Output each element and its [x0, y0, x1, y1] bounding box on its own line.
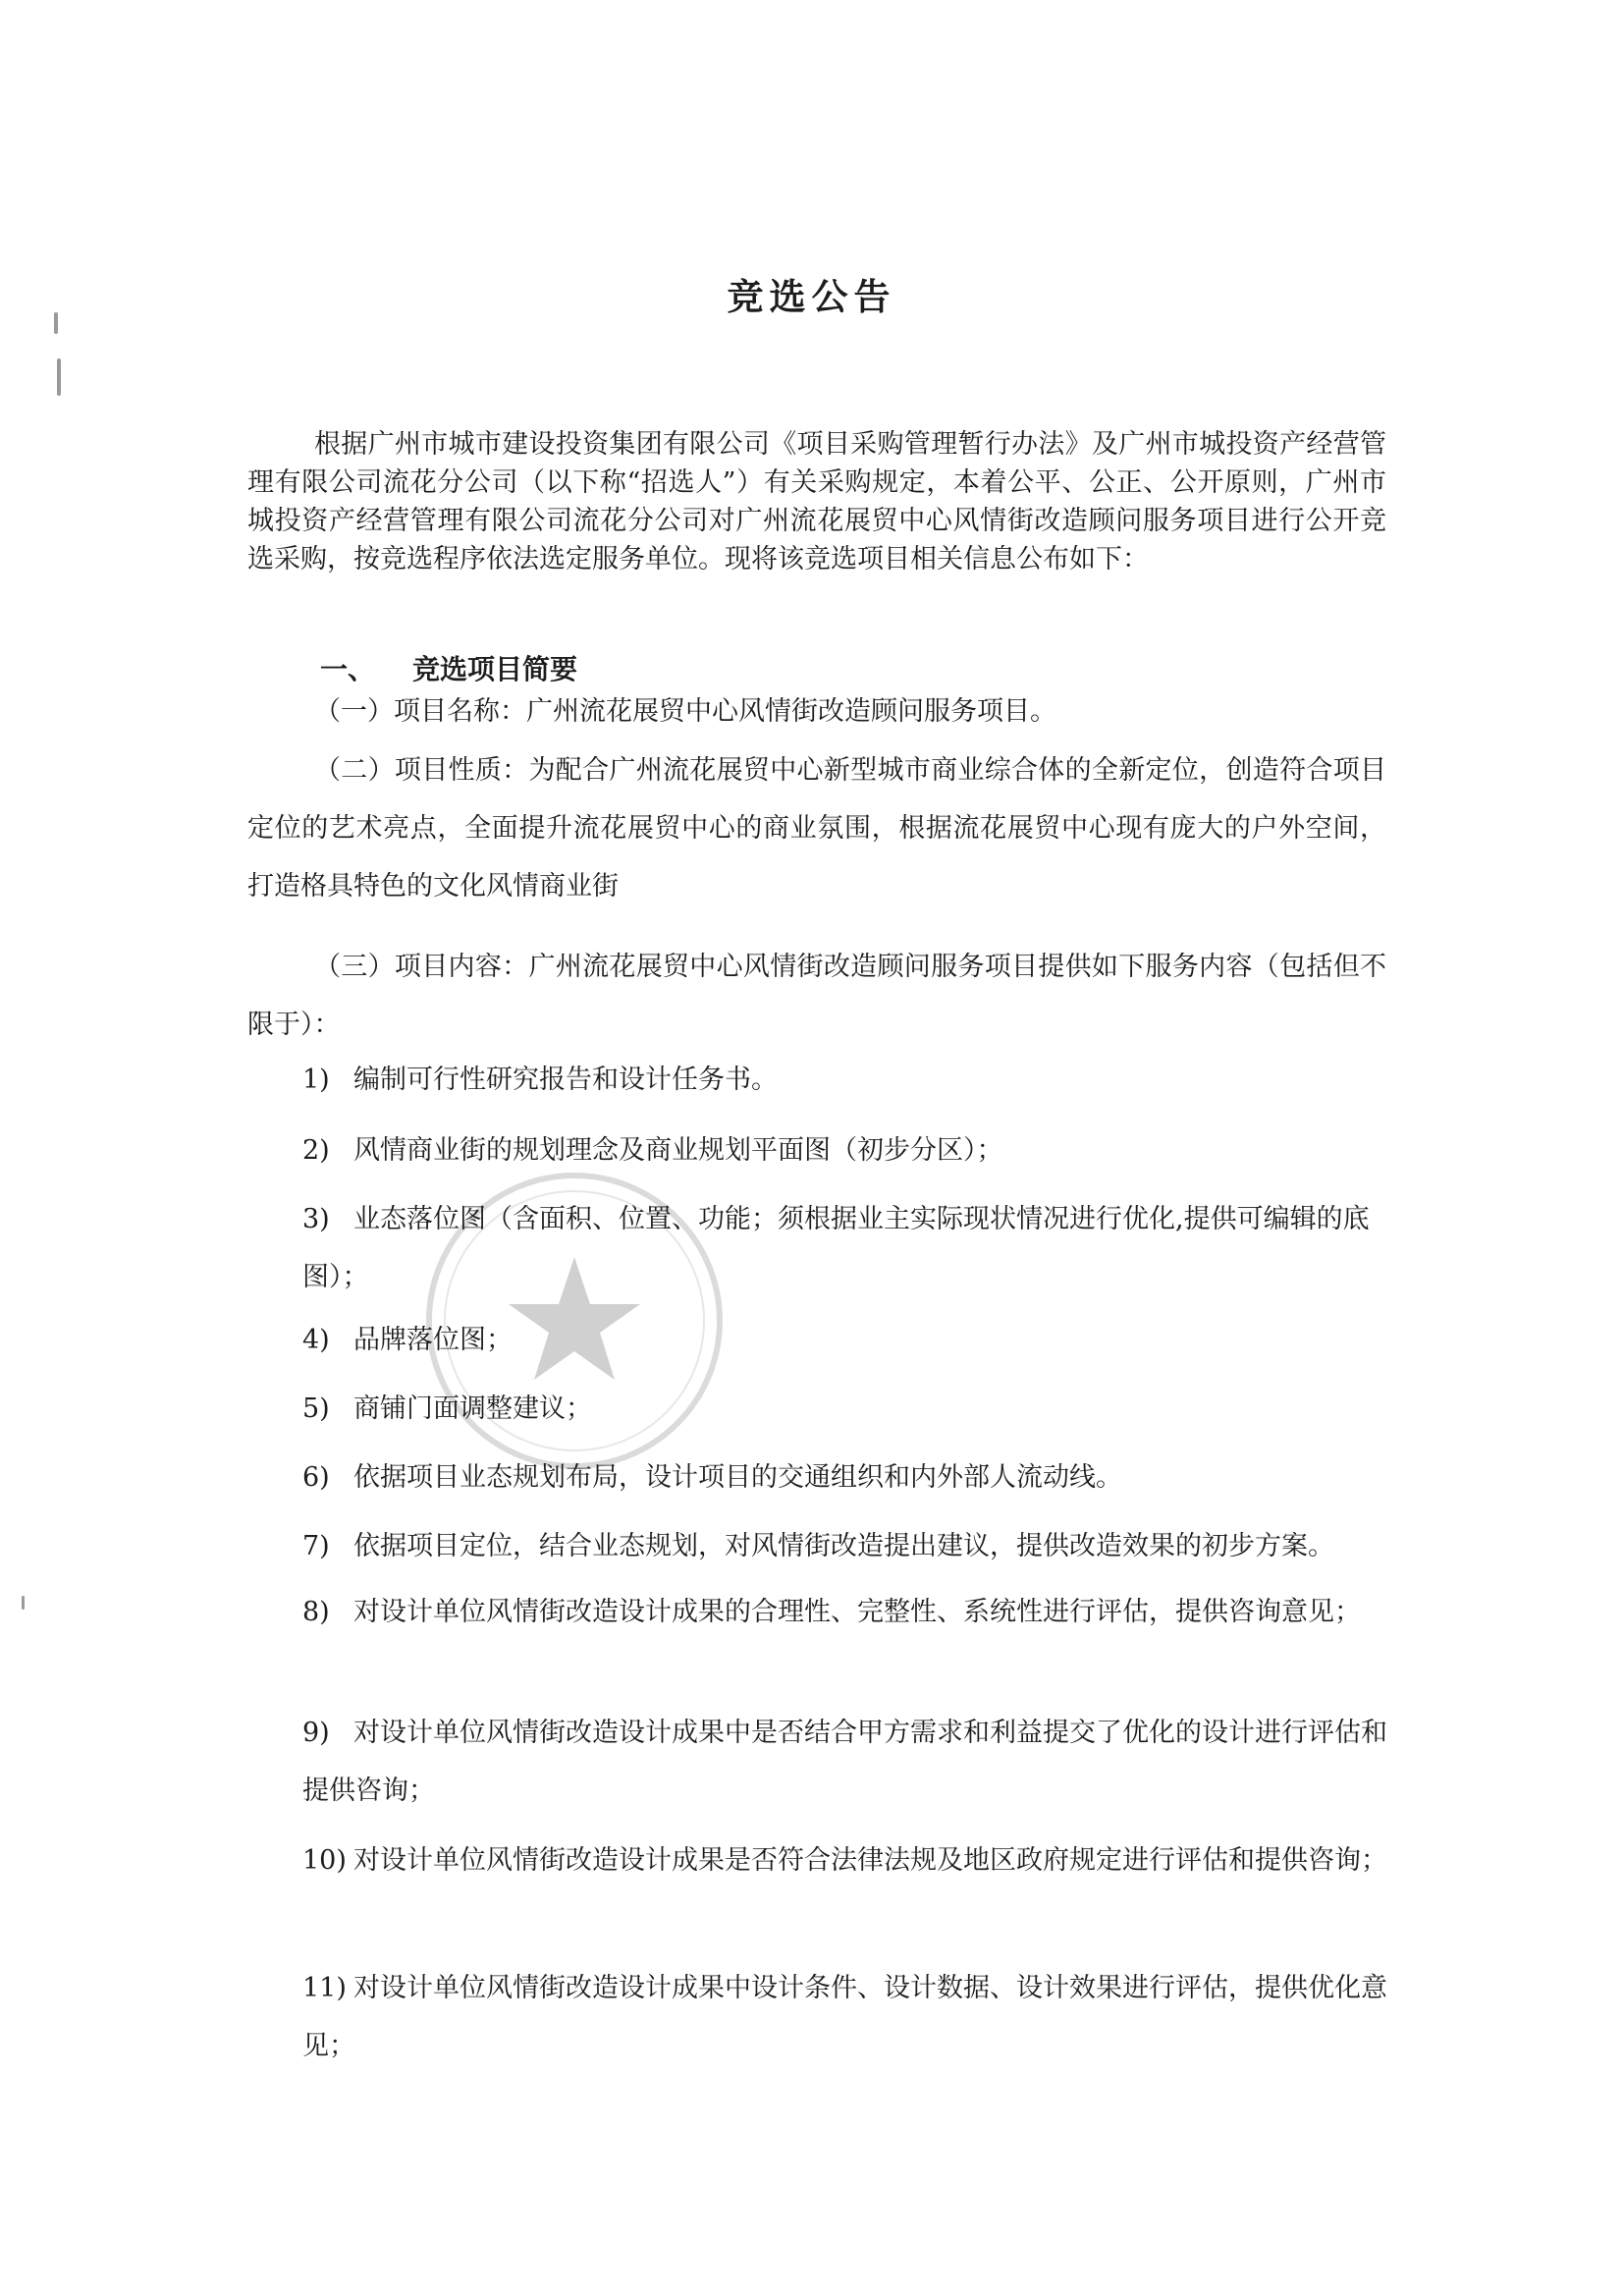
project-name-paragraph: （一）项目名称：广州流花展贸中心风情街改造顾问服务项目。	[314, 696, 1056, 727]
section-number: 一、	[320, 653, 376, 685]
scan-mark	[22, 1596, 25, 1610]
list-item-text: 商铺门面调整建议；	[353, 1394, 592, 1424]
list-item	[302, 1380, 1392, 1438]
list-item-text: 品牌落位图；	[353, 1325, 513, 1355]
list-item	[302, 1190, 1422, 1306]
list-item-text: 依据项目业态规划布局，设计项目的交通组织和内外部人流动线。	[353, 1462, 1122, 1493]
intro-paragraph: 根据广州市城市建设投资集团有限公司《项目采购管理暂行办法》及广州市城投资产经营管理有限公司流花分公司（以下称“招选人”）有关采购规定，本着公平、公正、公开原则，广州市城投资产经营管理有限公司流花分公司对广州流花展贸中心风情街改造顾问服务项目进行公开竞选采购，按竞选程序依法选定服务单位。现将该竞选项目相关信息公布如下：	[247, 429, 1386, 574]
list-item	[302, 1704, 1392, 1820]
section-heading	[320, 648, 577, 687]
list-item-text: 编制可行性研究报告和设计任务书。	[353, 1065, 778, 1095]
list-item	[302, 1517, 1412, 1575]
list-item-text: 对设计单位风情街改造设计成果是否符合法律法规及地区政府规定进行评估和提供咨询；	[353, 1845, 1387, 1876]
list-item-text: 对设计单位风情街改造设计成果的合理性、完整性、系统性进行评估，提供咨询意见；	[353, 1597, 1361, 1627]
document-title: 竞选公告	[727, 276, 896, 318]
list-item-text: 对设计单位风情街改造设计成果中是否结合甲方需求和利益提交了优化的设计进行评估和提供咨询；	[302, 1718, 1387, 1806]
list-item-number: 11)	[302, 1973, 347, 2003]
project-nature-paragraph: （二）项目性质：为配合广州流花展贸中心新型城市商业综合体的全新定位，创造符合项目定位的艺术亮点，全面提升流花展贸中心的商业氛围，根据流花展贸中心现有庞大的户外空间，打造格具特色的文化风情商业街	[247, 755, 1386, 902]
list-item	[302, 1449, 1392, 1506]
list-item-text: 依据项目定位，结合业态规划，对风情街改造提出建议，提供改造效果的初步方案。	[353, 1531, 1334, 1561]
list-item	[302, 1311, 1392, 1369]
list-item-number: 2)	[302, 1135, 330, 1166]
list-item	[302, 1959, 1392, 2075]
scan-mark	[57, 358, 61, 396]
list-item-number: 10)	[302, 1845, 347, 1876]
list-item-text: 风情商业街的规划理念及商业规划平面图（初步分区）；	[353, 1135, 1003, 1166]
list-item-number: 7)	[302, 1531, 330, 1561]
list-item-number: 6)	[302, 1462, 330, 1493]
list-item-number: 1)	[302, 1065, 330, 1095]
list-item	[302, 1583, 1392, 1641]
list-item-text: 业态落位图（含面积、位置、功能；须根据业主实际现状情况进行优化,提供可编辑的底图）；	[302, 1204, 1370, 1292]
list-item-text: 对设计单位风情街改造设计成果中设计条件、设计数据、设计效果进行评估，提供优化意见；	[302, 1973, 1387, 2061]
list-item-number: 4)	[302, 1325, 330, 1355]
list-item	[302, 1121, 1392, 1179]
list-item-number: 5)	[302, 1394, 330, 1424]
list-item	[302, 1831, 1392, 1889]
list-item	[302, 1051, 1392, 1109]
list-item-number: 9)	[302, 1718, 330, 1748]
section-title: 竞选项目简要	[412, 653, 578, 685]
project-content-paragraph: （三）项目内容：广州流花展贸中心风情街改造顾问服务项目提供如下服务内容（包括但不限于）：	[247, 952, 1386, 1040]
list-item-number: 3)	[302, 1204, 330, 1234]
list-item-number: 8)	[302, 1597, 330, 1627]
